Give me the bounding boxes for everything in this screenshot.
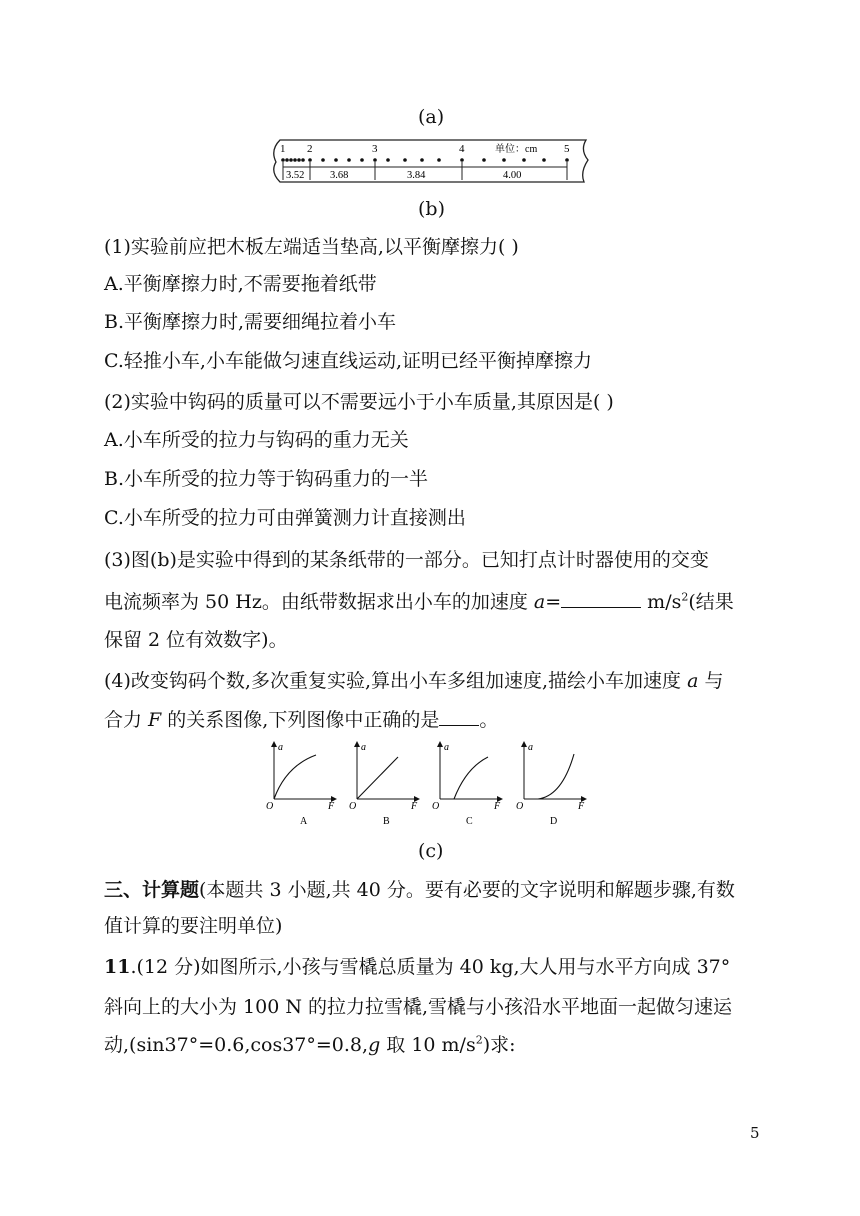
section3-desc-line2: 值计算的要注明单位) [104, 915, 283, 937]
graph-x-label: F [328, 801, 335, 812]
q1-stem: (1)实验前应把木板左端适当垫高,以平衡摩擦力( ) [104, 236, 519, 258]
tape-distance: 3.84 [407, 170, 426, 181]
tape-point-label: 3 [372, 143, 378, 155]
q3-line3: 保留 2 位有效数字)。 [104, 629, 288, 651]
page-number: 5 [750, 1124, 760, 1142]
graph-origin-label: O [432, 801, 440, 812]
tape-distance: 3.68 [330, 170, 349, 181]
graph-x-label: F [578, 801, 585, 812]
q3-line1: (3)图(b)是实验中得到的某条纸带的一部分。已知打点计时器使用的交变 [104, 549, 709, 571]
tape-point-label: 2 [307, 143, 313, 155]
q4-line1: (4)改变钩码个数,多次重复实验,算出小车多组加速度,描绘小车加速度 a 与 [104, 670, 724, 692]
graphs-figure [262, 738, 598, 830]
graph-option-label: A [300, 816, 308, 827]
graph-option-label: C [466, 816, 473, 827]
answer-blank[interactable] [439, 707, 479, 726]
paper-tape-figure [268, 136, 594, 188]
section3-desc: (本题共 3 小题,共 40 分。要有必要的文字说明和解题步骤,有数 [199, 879, 735, 901]
graph-option-label: B [383, 816, 390, 827]
tape-point-label: 5 [564, 143, 570, 155]
q1-option-b: B.平衡摩擦力时,需要细绳拉着小车 [104, 311, 397, 333]
graph-y-label: a [278, 742, 283, 753]
q2-option-b: B.小车所受的拉力等于钩码重力的一半 [104, 468, 429, 490]
section3-heading-line [104, 878, 735, 902]
graph-origin-label: O [266, 801, 274, 812]
figure-c-caption: (c) [418, 840, 444, 862]
q11-line1: 11.(12 分)如图所示,小孩与雪橇总质量为 40 kg,大人用与水平方向成 37° [104, 956, 731, 978]
section3-heading: 三、计算题 [104, 879, 200, 901]
q3-line2: 电流频率为 50 Hz。由纸带数据求出小车的加速度 $a= m/s^2$(结果 [104, 590, 734, 613]
graph-option-label: D [550, 816, 558, 827]
graph-b [349, 742, 418, 827]
figure-a-caption: (a) [418, 106, 445, 128]
q1-option-a: A.平衡摩擦力时,不需要拖着纸带 [104, 273, 377, 295]
q11-number: 11 [104, 956, 131, 978]
graph-origin-label: O [516, 801, 524, 812]
q2-option-c: C.小车所受的拉力可由弹簧测力计直接测出 [104, 507, 466, 529]
tape-point-label: 1 [280, 143, 286, 155]
q2-stem: (2)实验中钩码的质量可以不需要远小于小车质量,其原因是( ) [104, 391, 614, 413]
graph-y-label: a [361, 742, 366, 753]
q1-option-c: C.轻推小车,小车能做匀速直线运动,证明已经平衡掉摩擦力 [104, 350, 592, 372]
graph-c [432, 742, 501, 827]
q11-line2: 斜向上的大小为 100 N 的拉力拉雪橇,雪橇与小孩沿水平地面一起做匀速运 [104, 996, 733, 1018]
q2-option-a: A.小车所受的拉力与钩码的重力无关 [104, 429, 409, 451]
tape-distance: 4.00 [503, 170, 522, 181]
tape-point-label: 4 [459, 143, 465, 155]
graph-a [266, 742, 335, 827]
graph-x-label: F [494, 801, 501, 812]
graph-y-label: a [528, 742, 533, 753]
graph-origin-label: O [349, 801, 357, 812]
answer-blank[interactable] [561, 589, 641, 608]
tape-dots [281, 158, 569, 162]
tape-unit-label: 单位：cm [495, 144, 538, 155]
graph-d [516, 742, 585, 827]
tape-distance: 3.52 [286, 170, 305, 181]
q4-line2: 合力 F 的关系图像,下列图像中正确的是 。 [104, 709, 499, 731]
graph-y-label: a [444, 742, 449, 753]
q11-line3: 动,(sin37°=0.6,cos37°=0.8,g 取 10 $m/s^2$)求: [104, 1033, 516, 1056]
graph-x-label: F [411, 801, 418, 812]
figure-b-caption: (b) [418, 198, 445, 220]
